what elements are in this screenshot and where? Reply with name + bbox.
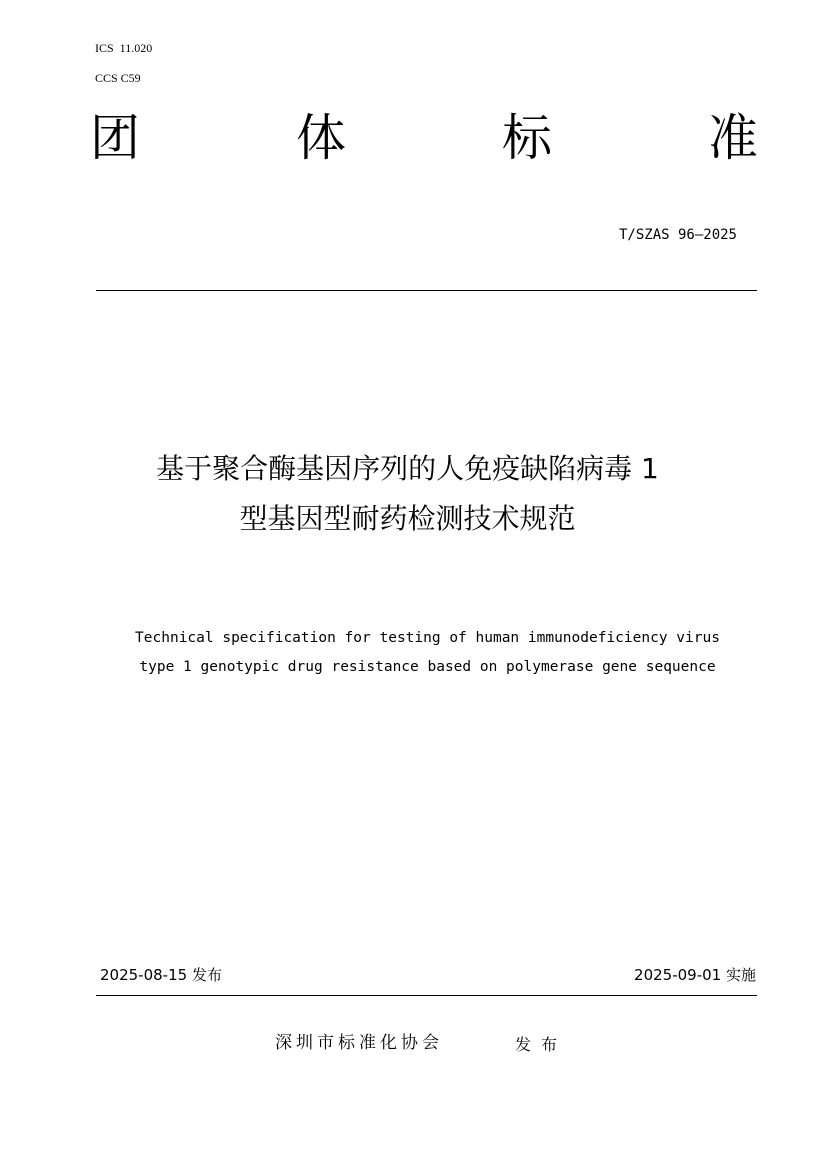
english-title-line-1: Technical specification for testing of human immunodeficiency virus — [135, 630, 720, 646]
ics-code: ICS 11.020 — [95, 41, 153, 55]
publish-label: 发布 — [515, 1035, 568, 1054]
bottom-divider — [96, 995, 757, 996]
standard-type-heading — [90, 108, 758, 168]
publisher-name: 深圳市标准化协会 — [275, 1033, 443, 1053]
english-title-line-2: type 1 genotypic drug resistance based on polymerase gene sequence — [139, 659, 716, 675]
release-date: 2025-08-15 发布 — [100, 966, 222, 984]
chinese-title — [60, 444, 755, 544]
chinese-title-line-2: 型基因型耐药检测技术规范 — [239, 502, 576, 535]
chinese-title-line-1: 基于聚合酶基因序列的人免疫缺陷病毒 1 — [156, 452, 659, 485]
implementation-date: 2025-09-01 实施 — [634, 966, 756, 984]
ccs-code: CCS C59 — [95, 71, 141, 85]
standard-number: T/SZAS 96—2025 — [618, 227, 737, 243]
standard-type-char: 团 — [90, 109, 140, 167]
standard-type-char: 标 — [502, 109, 552, 167]
top-divider — [96, 290, 757, 291]
standard-type-char: 体 — [296, 109, 346, 167]
english-title — [70, 624, 785, 682]
standard-type-char: 准 — [708, 109, 758, 167]
